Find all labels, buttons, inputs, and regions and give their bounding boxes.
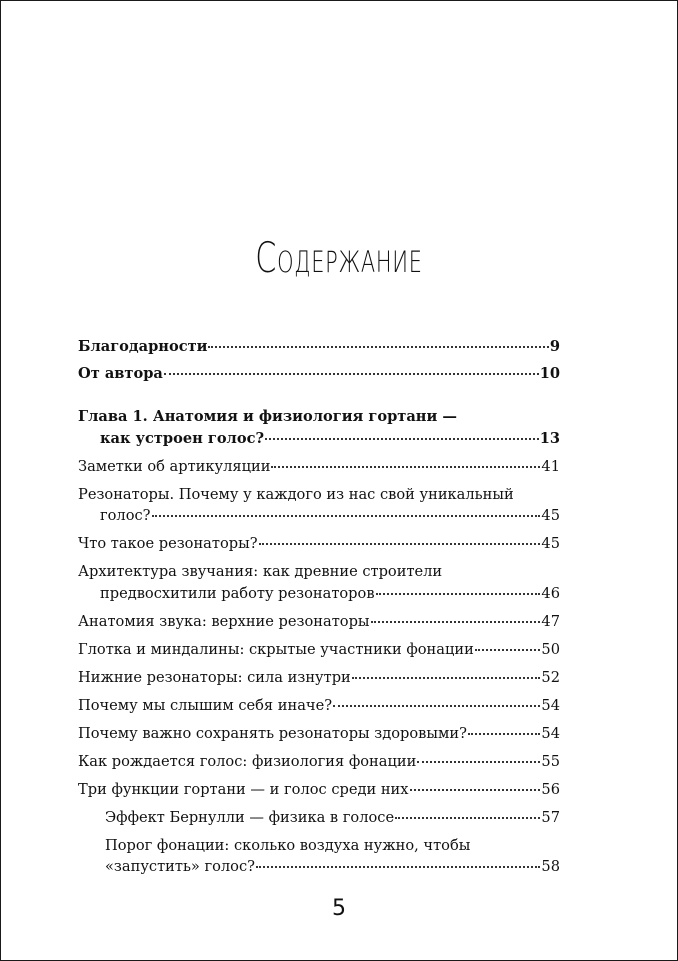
toc-page-number: 10	[539, 364, 560, 382]
toc-entry-what-are-resonators[interactable]	[78, 533, 560, 555]
toc-entry-architecture[interactable]	[78, 561, 560, 604]
toc-entry-text-line1: Архитектура звучания: как древние строители	[78, 563, 443, 580]
toc-entry-text: Почему мы слышим себя иначе?	[78, 696, 333, 714]
toc-entry-text: как устроен голос?	[100, 429, 265, 447]
toc-entry-pharynx[interactable]	[78, 639, 560, 661]
toc-entry-text: Как рождается голос: физиология фонации	[78, 752, 417, 770]
toc-entry-upper-resonators[interactable]	[78, 611, 560, 633]
toc-page-number: 47	[541, 612, 560, 630]
toc-page-number: 46	[541, 584, 560, 602]
toc-page-number: 13	[539, 429, 560, 447]
dot-leader	[208, 346, 548, 348]
toc-page-number: 52	[541, 668, 560, 686]
toc-entry-acknowledgements[interactable]	[78, 336, 560, 358]
toc-page-number: 54	[541, 724, 560, 742]
toc-entry-text: Анатомия звука: верхние резонаторы	[78, 612, 370, 630]
dot-leader	[410, 789, 541, 791]
toc-page-number: 45	[541, 507, 560, 524]
toc-entry-bernoulli[interactable]	[105, 807, 560, 829]
toc-page-number: 56	[541, 780, 560, 798]
dot-leader	[259, 543, 541, 545]
toc-entry-chapter-1[interactable]	[78, 406, 560, 449]
toc-entry-from-author[interactable]	[78, 363, 560, 385]
dot-leader	[265, 438, 539, 440]
page-title: Содержание	[255, 233, 423, 282]
dot-leader	[417, 761, 540, 763]
toc-entry-lower-resonators[interactable]	[78, 667, 560, 689]
toc-page-number: 57	[541, 808, 560, 826]
toc-page-number: 45	[541, 535, 560, 552]
dot-leader	[376, 593, 541, 595]
toc-entry-phonation-physiology[interactable]	[78, 751, 560, 773]
dot-leader	[468, 733, 541, 735]
dot-leader	[256, 866, 540, 868]
dot-leader	[395, 817, 540, 819]
toc-entry-text: Глотка и миндалины: скрытые участники фонации	[78, 640, 474, 658]
dot-leader	[333, 705, 540, 707]
toc-entry-hear-ourselves[interactable]	[78, 695, 560, 717]
dot-leader	[164, 373, 539, 375]
toc-page-number: 41	[541, 457, 560, 475]
page-number: 5	[332, 896, 346, 921]
toc-page-number: 50	[541, 640, 560, 658]
toc-page-number: 58	[541, 858, 560, 875]
toc-entry-text: «запустить» голос?	[105, 858, 255, 875]
toc-entry-text: От автора	[78, 364, 163, 382]
toc-entry-healthy-resonators[interactable]	[78, 723, 560, 745]
toc-entry-text: голос?	[100, 507, 151, 524]
dot-leader	[475, 649, 541, 651]
toc-entry-text-line1: Глава 1. Анатомия и физиология гортани —	[78, 408, 457, 425]
toc-entry-larynx-functions[interactable]	[78, 779, 560, 801]
toc-entry-text: Благодарности	[78, 338, 208, 355]
toc-entry-text: Нижние резонаторы: сила изнутри	[78, 668, 351, 686]
dot-leader	[152, 515, 541, 517]
toc-entry-text: Три функции гортани — и голос среди них	[78, 780, 409, 798]
toc-entry-phonation-threshold[interactable]	[105, 835, 560, 878]
toc-entry-articulation[interactable]	[78, 456, 560, 478]
toc-entry-text-line1: Порог фонации: сколько воздуха нужно, чтобы	[105, 836, 471, 854]
toc-page-number: 55	[541, 752, 560, 770]
toc-page-number: 9	[549, 338, 560, 355]
dot-leader	[352, 677, 541, 679]
toc-entry-text: Что такое резонаторы?	[78, 535, 258, 552]
dot-leader	[271, 466, 540, 468]
toc-entry-resonators[interactable]	[78, 484, 560, 527]
table-of-contents	[78, 336, 560, 878]
toc-entry-text: Почему важно сохранять резонаторы здоровыми?	[78, 724, 467, 742]
toc-page-number: 54	[541, 696, 560, 714]
toc-entry-text-line1: Резонаторы. Почему у каждого из нас свой уникальный	[78, 485, 514, 503]
toc-entry-text: Эффект Бернулли — физика в голосе	[105, 808, 395, 826]
toc-entry-text: Заметки об артикуляции	[78, 457, 271, 475]
toc-entry-text: предвосхитили работу резонаторов	[100, 584, 375, 602]
dot-leader	[371, 621, 541, 623]
